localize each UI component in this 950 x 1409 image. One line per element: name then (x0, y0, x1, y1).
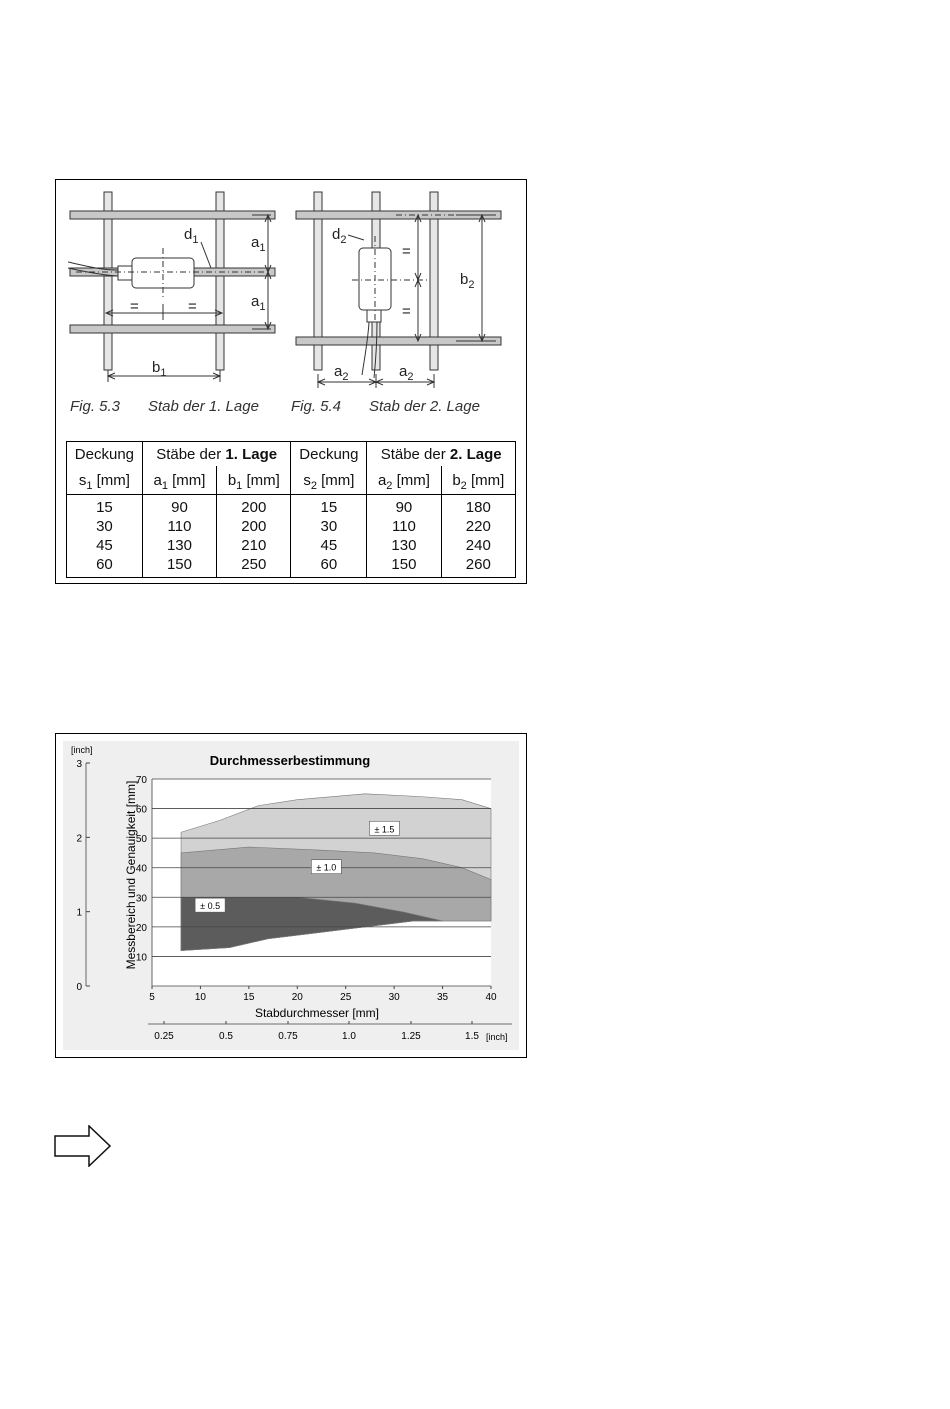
x-tick-label: 30 (388, 992, 400, 1003)
a1-label-upper: $a_1$ (251, 234, 266, 254)
series-label: ± 0.5 (200, 901, 221, 912)
d1-label: $d_1$ (184, 226, 199, 246)
table-cell: 90 (367, 495, 441, 518)
y-tick-label: 50 (135, 834, 147, 846)
x-tick-label: 15 (243, 992, 255, 1003)
table-cell: 15 (291, 495, 367, 518)
equal-mark-upper: = (402, 243, 411, 260)
d2-label: $d_2$ (332, 226, 347, 246)
table-group-header-cover-1: Deckung (67, 442, 143, 467)
table-cell: 45 (67, 536, 143, 555)
y-tick-label: 20 (135, 922, 147, 934)
x-tick-label: 10 (194, 992, 206, 1003)
a2-label-right: $a_2$ (399, 363, 414, 383)
table-cell: 90 (142, 495, 216, 518)
table-column-header: $b_1$ [mm] (217, 466, 291, 495)
table-cell: 260 (441, 555, 515, 578)
table-cell: 45 (291, 536, 367, 555)
fig-5-4-labels (332, 226, 474, 383)
table-cell: 110 (142, 517, 216, 536)
table-cell: 30 (291, 517, 367, 536)
x-tick-label: 40 (485, 992, 497, 1003)
fig-5-4-caption-number: Fig. 5.4 (291, 398, 342, 415)
table-row (67, 536, 516, 555)
inch-x-tick-label: 1.25 (401, 1031, 421, 1042)
inch-x-tick-label: 0.25 (154, 1031, 174, 1042)
y-tick-label: 30 (135, 893, 147, 905)
y-tick-label: 60 (135, 804, 147, 816)
table-cell: 200 (217, 517, 291, 536)
table-cell: 250 (217, 555, 291, 578)
equal-mark-lower: = (402, 303, 411, 320)
table-cell: 30 (67, 517, 143, 536)
b1-label: $b_1$ (152, 359, 167, 379)
table-column-header: $a_1$ [mm] (142, 466, 216, 495)
table-cell: 60 (291, 555, 367, 578)
hollow-right-arrow-icon (54, 1125, 112, 1167)
inch-x-tick-label: 0.75 (278, 1031, 298, 1042)
table-group-header-layer-1: Stäbe der 1. Lage (142, 442, 291, 467)
fig-5-3-caption-text: Stab der 1. Lage (148, 398, 259, 415)
rebar-spacing-table (66, 441, 516, 578)
table-cell: 240 (441, 536, 515, 555)
a1-label-lower: $a_1$ (251, 293, 266, 313)
inch-y-tick-label: 1 (76, 907, 82, 919)
inch-y-tick-label: 2 (76, 833, 82, 845)
table-column-header: $s_1$ [mm] (67, 466, 143, 495)
inch-x-tick-label: 1.0 (342, 1031, 356, 1042)
fig-5-3-caption-number: Fig. 5.3 (70, 398, 121, 415)
table-row (67, 495, 516, 518)
table-cell: 15 (67, 495, 143, 518)
chart-y-axis-label: Messbereich und Genauigkeit [mm] (124, 780, 138, 970)
table-cell: 220 (441, 517, 515, 536)
table-cell: 150 (367, 555, 441, 578)
inch-y-tick-label: 0 (76, 982, 82, 993)
b2-label: $b_2$ (460, 271, 475, 291)
chart-x-axis-label: Stabdurchmesser [mm] (254, 1006, 380, 1020)
table-cell: 200 (217, 495, 291, 518)
table-row (67, 555, 516, 578)
table-row (67, 517, 516, 536)
inch-x-tick-label: 0.5 (219, 1031, 233, 1042)
equal-mark-left: = (130, 298, 139, 315)
diameter-chart-panel (55, 733, 527, 1058)
table-cell: 180 (441, 495, 515, 518)
table-column-header: $a_2$ [mm] (367, 466, 441, 495)
table-column-header: $s_2$ [mm] (291, 466, 367, 495)
series-label: ± 1.0 (316, 862, 337, 873)
table-group-header-cover-2: Deckung (291, 442, 367, 467)
fig-5-4-caption-text: Stab der 2. Lage (369, 398, 480, 415)
table-column-header: $b_2$ [mm] (441, 466, 515, 495)
chart-title: Durchmesserbestimmung (209, 753, 371, 768)
y-tick-label: 10 (135, 952, 147, 964)
a2-label-left: $a_2$ (334, 363, 349, 383)
chart-inch-unit-bottom: [inch] (486, 1032, 508, 1042)
fig-5-3-labels (130, 226, 265, 379)
x-tick-label: 25 (340, 992, 352, 1003)
inch-y-tick-label: 3 (76, 759, 82, 770)
table-cell: 130 (142, 536, 216, 555)
table-group-header-layer-2: Stäbe der 2. Lage (367, 442, 516, 467)
reinforcement-figure-panel (55, 179, 527, 584)
rebar-diagrams (56, 180, 526, 440)
inch-x-tick-label: 1.5 (465, 1031, 479, 1042)
series-label: ± 1.5 (374, 824, 395, 835)
table-cell: 150 (142, 555, 216, 578)
chart-inch-unit-left: [inch] (71, 745, 93, 755)
x-tick-label: 5 (149, 992, 155, 1003)
y-tick-label: 40 (135, 863, 147, 875)
y-tick-label: 70 (135, 775, 147, 786)
x-tick-label: 35 (437, 992, 449, 1003)
equal-mark-right: = (188, 298, 197, 315)
x-tick-label: 20 (291, 992, 303, 1003)
table-cell: 130 (367, 536, 441, 555)
diameter-chart (56, 734, 526, 1057)
table-cell: 110 (367, 517, 441, 536)
table-cell: 60 (67, 555, 143, 578)
table-cell: 210 (217, 536, 291, 555)
fig-5-3-drawing (68, 192, 275, 382)
